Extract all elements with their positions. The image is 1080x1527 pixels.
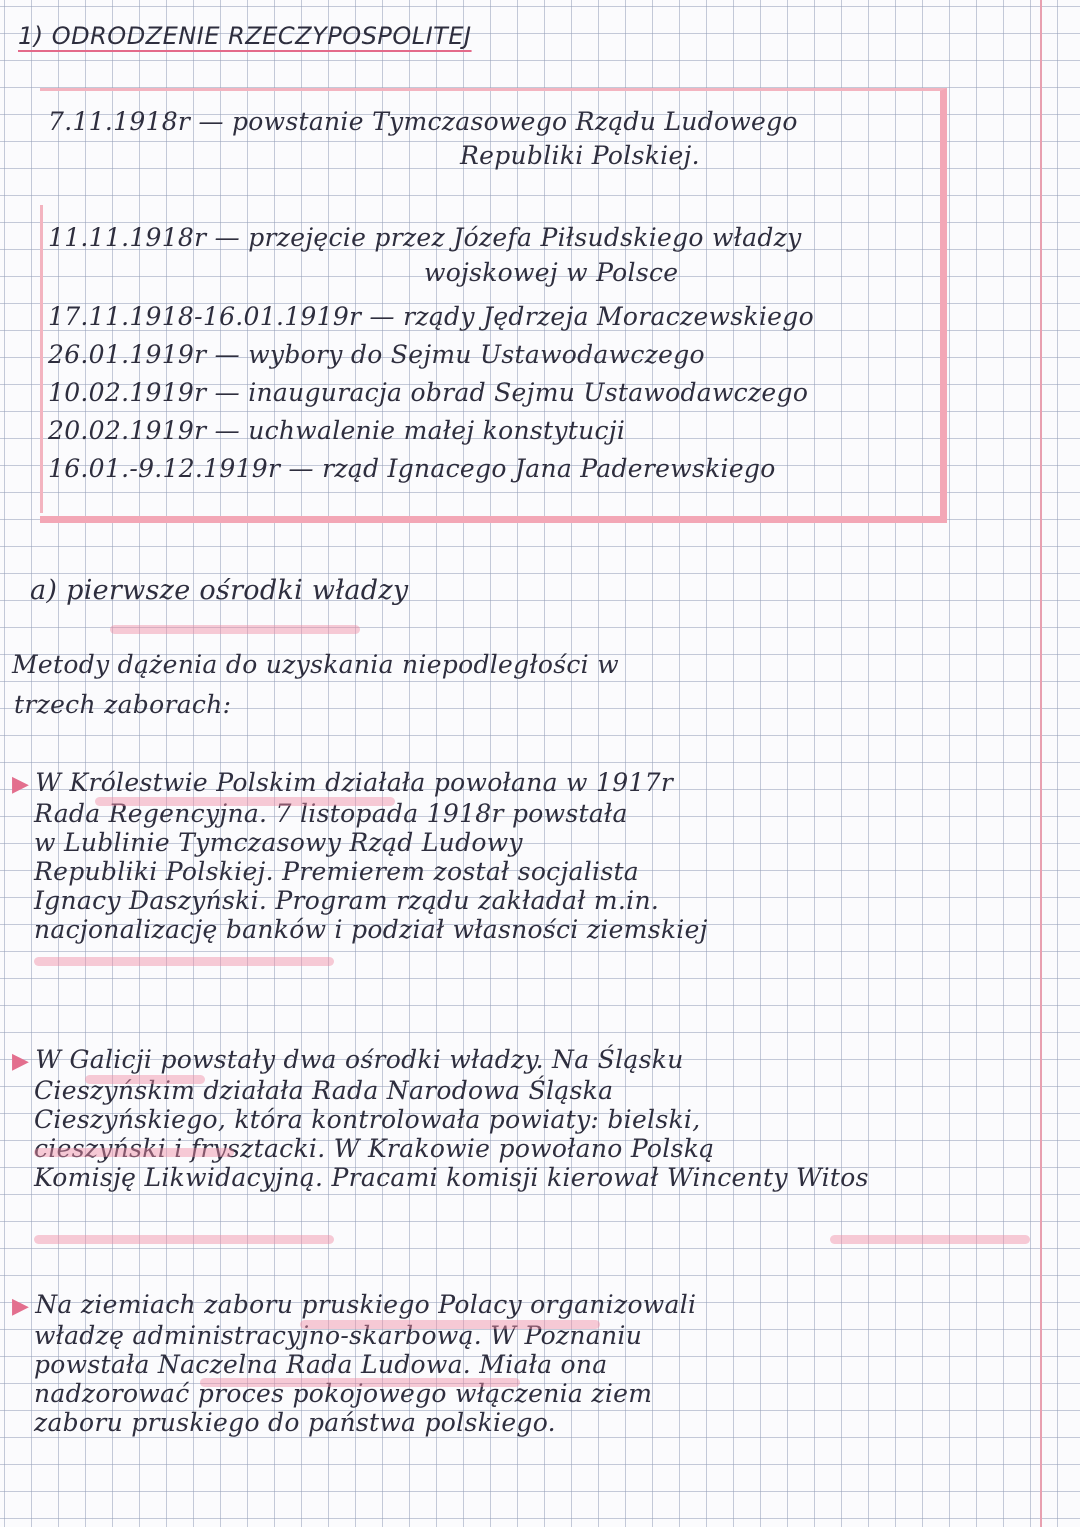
timeline-item: 20.02.1919r — uchwalenie małej konstytucji xyxy=(48,416,626,445)
timeline-item: 17.11.1918-16.01.1919r — rządy Jędrzeja Moraczewskiego xyxy=(48,302,814,331)
highlight-stroke xyxy=(95,797,395,806)
intro-line: trzech zaborach: xyxy=(14,690,232,719)
timeline-date: 11.11.1918r xyxy=(48,223,207,252)
highlight-stroke xyxy=(830,1235,1030,1244)
timeline-item-cont: wojskowej w Polsce xyxy=(424,258,679,287)
highlight-stroke xyxy=(200,1378,520,1387)
highlight-stroke xyxy=(34,957,334,966)
highlight-stroke xyxy=(34,1148,234,1157)
timeline-text: przejęcie przez Józefa Piłsudskiego władzy xyxy=(248,223,802,252)
timeline-frame-left xyxy=(40,205,43,513)
timeline-text: wybory do Sejmu Ustawodawczego xyxy=(248,340,705,369)
timeline-text: uchwalenie małej konstytucji xyxy=(248,416,626,445)
timeline-text: powstanie Tymczasowego Rządu Ludowego xyxy=(232,107,798,136)
timeline-item: 7.11.1918r — powstanie Tymczasowego Rządu Ludowego xyxy=(48,107,798,136)
timeline-date: 26.01.1919r xyxy=(48,340,207,369)
arrow-bullet-icon: ▶ xyxy=(12,772,30,797)
arrow-bullet-icon: ▶ xyxy=(12,1294,30,1319)
paragraph-galicja: ▶ W Galicji powstały dwa ośrodki władzy. Na Śląsku Cieszyńskim działała Rada Narodowa Śląska Cieszyńskiego, która kontrolowała powiaty: bielski, cieszyński i frysztacki. W Krakowie powołano Polską Komisję Likwidacyjną. Pracami komisji kierował Wincenty Witos xyxy=(12,1045,869,1192)
timeline-item: 26.01.1919r — wybory do Sejmu Ustawodawczego xyxy=(48,340,705,369)
timeline-date: 7.11.1918r xyxy=(48,107,191,136)
highlight-stroke xyxy=(110,625,360,634)
timeline-date: 20.02.1919r xyxy=(48,416,207,445)
page-title: 1) ODRODZENIE RZECZYPOSPOLITEJ xyxy=(18,22,472,50)
timeline-text: rządy Jędrzeja Moraczewskiego xyxy=(403,302,814,331)
timeline-item: 10.02.1919r — inauguracja obrad Sejmu Ustawodawczego xyxy=(48,378,809,407)
arrow-bullet-icon: ▶ xyxy=(12,1049,30,1074)
timeline-item: 16.01.-9.12.1919r — rząd Ignacego Jana Paderewskiego xyxy=(48,454,776,483)
highlight-stroke xyxy=(34,1235,334,1244)
margin-line xyxy=(1040,0,1042,1527)
intro-line: Metody dążenia do uzyskania niepodległości w xyxy=(12,650,619,679)
timeline-text: rząd Ignacego Jana Paderewskiego xyxy=(322,454,776,483)
timeline-date: 10.02.1919r xyxy=(48,378,207,407)
timeline-item: 11.11.1918r — przejęcie przez Józefa Piłsudskiego władzy xyxy=(48,223,802,252)
paragraph-krolestwo: ▶ W Królestwie Polskim działała powołana w 1917r Rada Regencyjna. 7 listopada 1918r powstała w Lublinie Tymczasowy Rząd Ludowy Republiki Polskiej. Premierem został socjalista Ignacy Daszyński. Program rządu zakładał m.in. nacjonalizację banków i podział własności ziemskiej xyxy=(12,768,708,944)
timeline-item-cont: Republiki Polskiej. xyxy=(460,141,700,170)
timeline-date: 16.01.-9.12.1919r xyxy=(48,454,281,483)
highlight-stroke xyxy=(300,1320,600,1329)
highlight-stroke xyxy=(85,1075,205,1084)
timeline-date: 17.11.1918-16.01.1919r xyxy=(48,302,362,331)
paragraph-zabor-pruski: ▶ Na ziemiach zaboru pruskiego Polacy organizowali władzę administracyjno-skarbową. W Poznaniu powstała Naczelna Rada Ludowa. Miała ona nadzorować proces pokojowego włączenia ziem zaboru pruskiego do państwa polskiego. xyxy=(12,1290,697,1437)
timeline-text: inauguracja obrad Sejmu Ustawodawczego xyxy=(248,378,809,407)
section-heading: a) pierwsze ośrodki władzy xyxy=(30,575,409,606)
